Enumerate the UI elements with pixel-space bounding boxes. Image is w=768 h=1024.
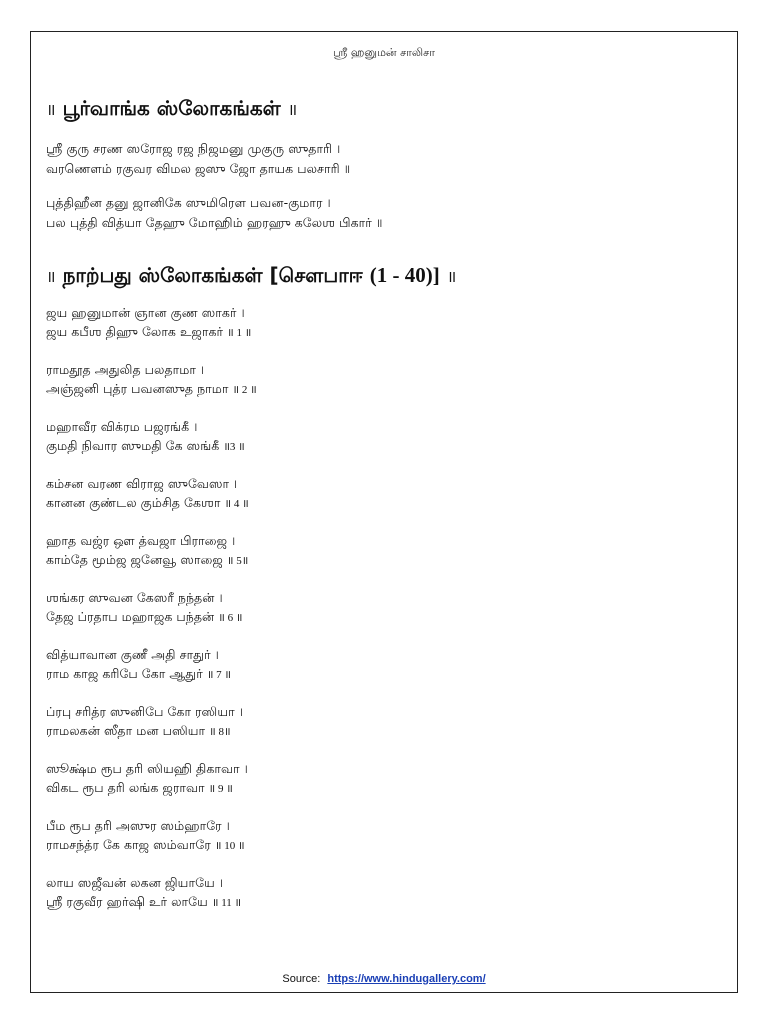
verse-text: தேஜ ப்ரதாப மஹாஜக பந்தன் [46,608,215,624]
verse [46,817,716,855]
verse-line-numbered [46,836,716,856]
verse-line-numbered [46,437,716,457]
verse-text: ஜய கபீஶ திஹு லோக உஜாகர் [46,323,224,339]
verse-text: ராமலகன் ஸீதா மன பஸியா [46,722,206,738]
double-danda-open: ॥ [46,269,56,286]
section-heading-preliminary [46,92,716,127]
verse-range: (1 - 40)] [369,263,440,287]
verse [46,418,716,456]
verse-number: ॥ 8॥ [209,725,231,738]
verse-line-numbered [46,323,716,343]
verse-line: ஶ்ரீ குரு சரண ஸரோஜ ரஜ நிஜமனு முகுரு ஸுதாரி । [46,141,341,156]
double-danda-close: ॥ [446,269,457,286]
verse [46,760,716,798]
verse-number: ॥ 10 ॥ [214,839,245,852]
verse-text: குமதி நிவார ஸுமதி கே ஸங்கீ [46,437,220,453]
verse-line-numbered [46,665,716,685]
document-body [46,92,716,912]
verse-number: ॥3 ॥ [223,440,245,453]
verse-number: ॥ 2 ॥ [232,383,257,396]
source-footer [0,973,768,985]
verse [46,646,716,684]
verse-number: ॥ 4 ॥ [224,497,249,510]
verse [46,874,716,912]
verse-line: லாய ஸஜீவன் லகன ஜியாயே । [46,875,223,890]
verse-line: ப்ரபு சரித்ர ஸுனிபே கோ ரஸியா । [46,704,243,719]
verse-line: வரணௌம் ரகுவர விமல ஜஸு ஜோ தாயக பலசாரி ॥ [46,161,351,176]
verse-line: ஸூக்ஷ்ம ரூப தரி ஸியஹி திகாவா । [46,761,248,776]
verse [46,475,716,513]
verse-number: ॥ 6 ॥ [218,611,243,624]
verse-text: ராம காஜ கரிபே கோ ஆதுர் [46,665,203,681]
verse-number: ॥ 7 ॥ [206,668,232,681]
verse-number: ॥ 11 ॥ [211,896,242,909]
verse-number: ॥ 1 ॥ [227,326,252,339]
verse [46,193,716,233]
verse-number: ॥ 5॥ [226,554,249,567]
verse-line: புத்திஹீன தனு ஜானிகே ஸுமிரௌ பவன-குமார । [46,195,331,210]
verse-line: ஶங்கர ஸுவன கேஸரீ நந்தன் । [46,590,223,605]
verse-line: ஜய ஹனுமான் ஞான குண ஸாகர் । [46,305,245,320]
verse [46,703,716,741]
verse-line-numbered [46,551,716,571]
verse-text: கானன குண்டல கும்சித கேஶா [46,494,221,510]
section-title: பூர்வாங்க ஸ்லோகங்கள் [62,96,281,120]
section-title: நாற்பது ஸ்லோகங்கள் [62,263,263,287]
verse [46,304,716,342]
verse [46,589,716,627]
verse-text: ஶ்ரீ ரகுவீர ஹர்ஷி உர் லாயே [46,893,208,909]
verse-line: பீம ரூப தரி அஸுர ஸம்ஹாரே । [46,818,230,833]
double-danda-close: ॥ [287,102,298,119]
verse-text: அஞ்ஜனி புத்ர பவனஸுத நாமா [46,380,229,396]
section-heading-chaupai [46,259,716,294]
verse-text: ராமசந்த்ர கே காஜ ஸம்வாரே [46,836,211,852]
verse-line: ராமதூத அதுலித பலதாமா । [46,362,205,377]
verse-number: ॥ 9 ॥ [208,782,233,795]
verse-line-numbered [46,893,716,913]
verse-line-numbered [46,608,716,628]
source-link[interactable]: https://www.hindugallery.com/ [327,973,486,985]
source-label: Source: [282,973,321,985]
chaupai-verses [46,304,716,912]
verse-text: விகட ரூப தரி லங்க ஜராவா [46,779,205,795]
verse [46,139,716,179]
double-danda-open: ॥ [46,102,56,119]
verse [46,532,716,570]
preliminary-verses [46,139,716,233]
verse-line: மஹாவீர விக்ரம பஜரங்கீ । [46,419,198,434]
verse-line: ஹாத வஜ்ர ஔ த்வஜா பிராஜை । [46,533,236,548]
verse-line-numbered [46,380,716,400]
verse-line: பல புத்தி வித்யா தேஹு மோஹிம் ஹரஹு கலேஶ பிகார் ॥ [46,215,383,230]
verse-line: கம்சன வரண விராஜ ஸுவேஸா । [46,476,238,491]
verse-line-numbered [46,722,716,742]
verse-line-numbered [46,779,716,799]
section-subtitle: [சௌபாஈ [269,263,363,287]
verse-text: காம்தே மூம்ஜ ஜனேவூ ஸாஜை [46,551,223,567]
page-header: ஸ்ரீ ஹனுமன் சாலிசா [333,46,435,59]
verse-line-numbered [46,494,716,514]
verse [46,361,716,399]
verse-line: வித்யாவான குணீ அதி சாதுர் । [46,647,219,662]
